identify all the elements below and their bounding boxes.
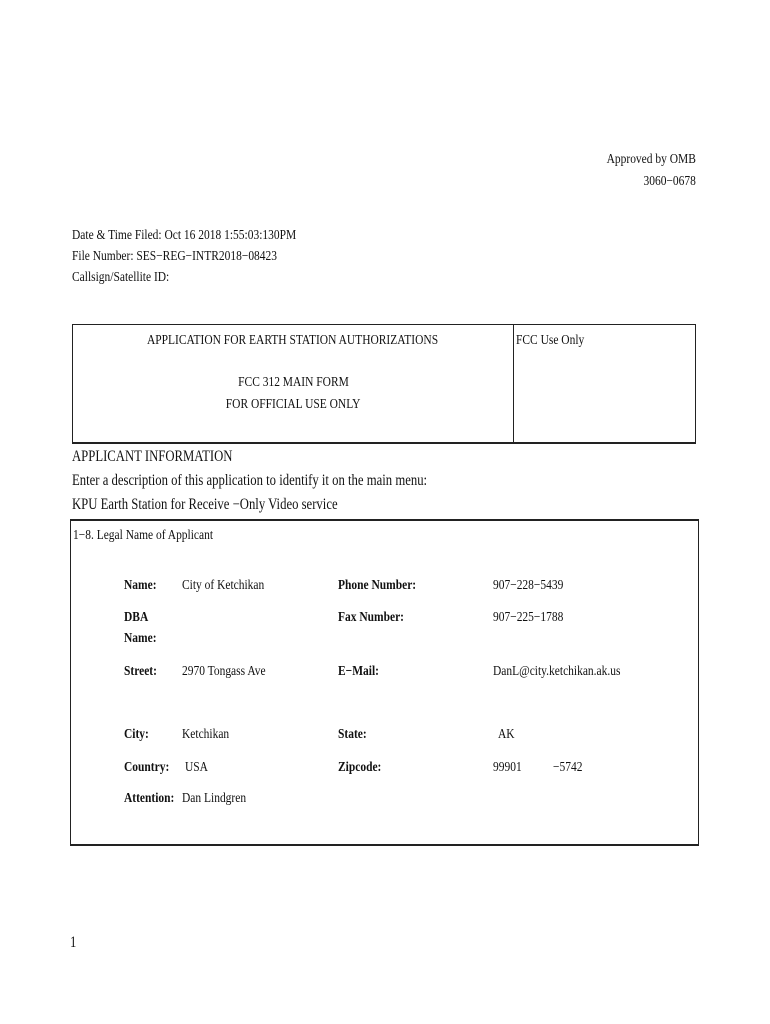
street-value: 2970 Tongass Ave xyxy=(182,664,266,679)
name-value: City of Ketchikan xyxy=(182,578,265,593)
email-label: E−Mail: xyxy=(338,664,379,679)
legal-name-section xyxy=(70,519,699,846)
file-number: File Number: SES−REG−INTR2018−08423 xyxy=(72,249,278,264)
application-header-box xyxy=(72,324,696,444)
callsign-satellite-id: Callsign/Satellite ID: xyxy=(72,270,170,285)
applicant-information xyxy=(72,448,505,520)
zipcode-value: 99901 xyxy=(493,760,522,775)
fax-value: 907−225−1788 xyxy=(493,610,564,625)
attention-label: Attention: xyxy=(124,791,175,806)
form-name: FCC 312 MAIN FORM xyxy=(237,375,349,390)
email-value: DanL@city.ketchikan.ak.us xyxy=(493,664,621,679)
box-divider xyxy=(513,325,514,442)
official-use-text: FOR OFFICIAL USE ONLY xyxy=(225,397,361,412)
city-value: Ketchikan xyxy=(182,727,230,742)
section-title: 1−8. Legal Name of Applicant xyxy=(73,528,214,543)
date-time-filed: Date & Time Filed: Oct 16 2018 1:55:03:130PM xyxy=(72,228,297,243)
dba-name-label: Name: xyxy=(124,631,157,646)
city-label: City: xyxy=(124,727,149,742)
omb-approval xyxy=(470,152,696,190)
fax-label: Fax Number: xyxy=(338,610,405,625)
street-label: Street: xyxy=(124,664,157,679)
fcc-use-only: FCC Use Only xyxy=(516,333,585,348)
dba-label: DBA xyxy=(124,610,149,625)
name-label: Name: xyxy=(124,578,157,593)
phone-value: 907−228−5439 xyxy=(493,578,564,593)
phone-label: Phone Number: xyxy=(338,578,417,593)
page-number: 1 xyxy=(70,934,77,951)
omb-approved-text: Approved by OMB xyxy=(606,152,696,167)
state-value: AK xyxy=(498,727,515,742)
zipcode-extension: −5742 xyxy=(553,760,583,775)
filing-info xyxy=(72,228,345,291)
country-label: Country: xyxy=(124,760,170,775)
attention-value: Dan Lindgren xyxy=(182,791,247,806)
application-title: APPLICATION FOR EARTH STATION AUTHORIZATIONS xyxy=(147,333,439,348)
applicant-heading: APPLICANT INFORMATION xyxy=(72,448,233,465)
application-description: KPU Earth Station for Receive −Only Video service xyxy=(72,496,338,513)
description-prompt: Enter a description of this application to identify it on the main menu: xyxy=(72,472,428,489)
state-label: State: xyxy=(338,727,367,742)
country-value: USA xyxy=(185,760,208,775)
zipcode-label: Zipcode: xyxy=(338,760,382,775)
omb-number: 3060−0678 xyxy=(643,174,696,189)
